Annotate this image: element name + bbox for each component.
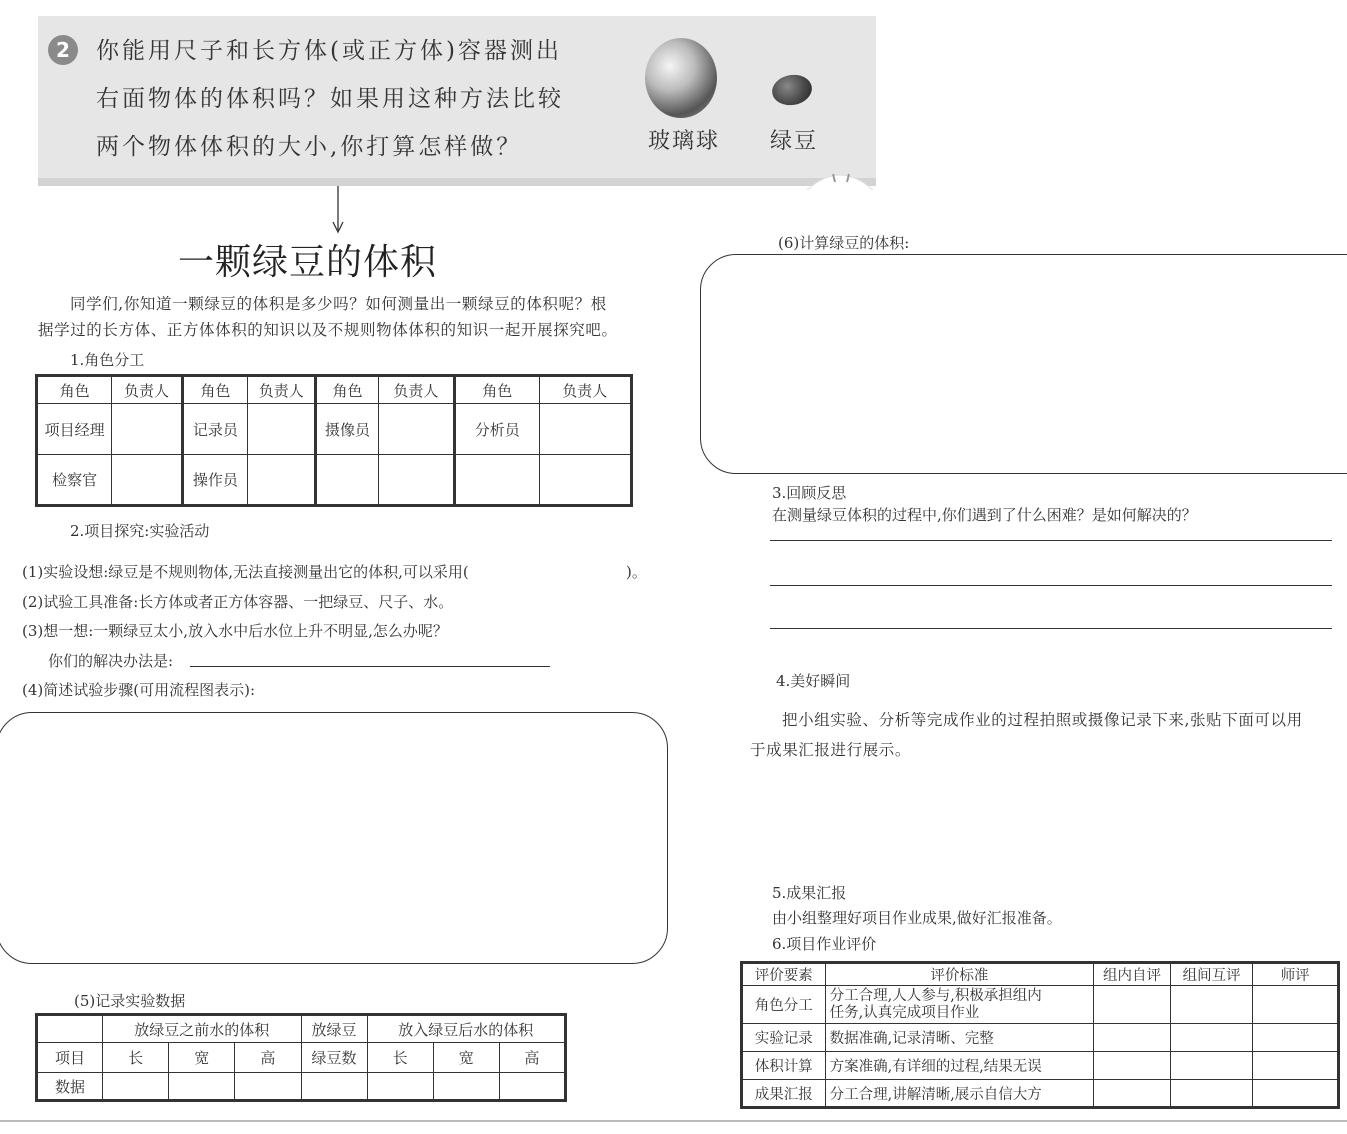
person-cell[interactable] bbox=[112, 404, 182, 455]
table-row bbox=[742, 1024, 1339, 1052]
person-cell[interactable] bbox=[248, 455, 316, 506]
self-eval-cell[interactable] bbox=[1094, 1080, 1171, 1108]
item-4-text: (4)简述试验步骤(可用流程图表示): bbox=[22, 681, 256, 699]
table-row bbox=[37, 455, 632, 506]
criteria-cell: 方案准确,有详细的过程,结果无误 bbox=[825, 1052, 1094, 1080]
role-table bbox=[35, 374, 633, 507]
peer-eval-cell[interactable] bbox=[1170, 986, 1253, 1024]
role-cell bbox=[455, 455, 539, 506]
moment-line-1: 把小组实验、分析等完成作业的过程拍照或摄像记录下来,张贴下面可以用 bbox=[782, 711, 1303, 729]
question-line-1: 你能用尺子和长方体(或正方体)容器测出 bbox=[96, 38, 562, 64]
data-cell[interactable] bbox=[499, 1073, 565, 1101]
role-cell: 分析员 bbox=[455, 404, 539, 455]
bean-label: 绿豆 bbox=[770, 129, 819, 154]
header-cell: 放绿豆 bbox=[301, 1015, 367, 1043]
evaluation-table bbox=[740, 961, 1340, 1109]
calculation-answer-box[interactable] bbox=[700, 254, 1347, 474]
header-cell: 绿豆数 bbox=[301, 1043, 367, 1073]
teacher-eval-cell[interactable] bbox=[1253, 1024, 1339, 1052]
header-cell: 评价标准 bbox=[825, 963, 1094, 986]
role-cell: 项目经理 bbox=[37, 404, 112, 455]
moment-line-2: 于成果汇报进行展示。 bbox=[750, 741, 912, 759]
teacher-eval-cell[interactable] bbox=[1253, 986, 1339, 1024]
header-cell: 高 bbox=[499, 1043, 565, 1073]
person-cell[interactable] bbox=[112, 455, 182, 506]
data-cell[interactable] bbox=[301, 1073, 367, 1101]
section-2-heading: 2.项目探究:实验活动 bbox=[70, 522, 210, 540]
person-cell[interactable] bbox=[378, 404, 454, 455]
header-cell: 负责人 bbox=[378, 376, 454, 404]
question-line-3: 两个物体体积的大小,你打算怎样做？ bbox=[96, 134, 523, 160]
self-eval-cell[interactable] bbox=[1094, 1052, 1171, 1080]
criteria-line: 任务,认真完成项目作业 bbox=[829, 1004, 980, 1021]
moment-heading: 4.美好瞬间 bbox=[776, 672, 851, 690]
header-cell: 负责人 bbox=[248, 376, 316, 404]
teacher-eval-cell[interactable] bbox=[1253, 1080, 1339, 1108]
item-2-text: (2)试验工具准备:长方体或者正方体容器、一把绿豆、尺子、水。 bbox=[22, 593, 454, 611]
criteria-cell: 分工合理,讲解清晰,展示自信大方 bbox=[825, 1080, 1094, 1108]
steps-answer-box[interactable] bbox=[0, 712, 668, 964]
page-title: 一颗绿豆的体积 bbox=[178, 242, 438, 283]
self-eval-cell[interactable] bbox=[1094, 986, 1171, 1024]
data-cell[interactable] bbox=[235, 1073, 301, 1101]
item-1-text: (1)实验设想:绿豆是不规则物体,无法直接测量出它的体积,可以采用( bbox=[22, 563, 469, 581]
header-cell: 宽 bbox=[169, 1043, 235, 1073]
criterion-name-cell: 体积计算 bbox=[742, 1052, 826, 1080]
criterion-name-cell: 成果汇报 bbox=[742, 1080, 826, 1108]
table-header-row bbox=[742, 963, 1339, 986]
item-1-suffix: )。 bbox=[626, 563, 647, 581]
down-arrow-icon bbox=[330, 186, 346, 234]
peer-eval-cell[interactable] bbox=[1170, 1052, 1253, 1080]
table-header-row bbox=[37, 1043, 566, 1073]
role-cell: 记录员 bbox=[182, 404, 247, 455]
answer-line[interactable] bbox=[770, 540, 1332, 541]
cartoon-face-icon bbox=[805, 160, 875, 190]
self-eval-cell[interactable] bbox=[1094, 1024, 1171, 1052]
header-cell: 放入绿豆后水的体积 bbox=[367, 1015, 565, 1043]
item-3-text: (3)想一想:一颗绿豆太小,放入水中后水位上升不明显,怎么办呢？ bbox=[22, 622, 448, 640]
answer-line[interactable] bbox=[770, 585, 1332, 586]
table-header-row bbox=[37, 376, 632, 404]
evaluation-heading: 6.项目作业评价 bbox=[772, 935, 877, 953]
reflection-question: 在测量绿豆体积的过程中,你们遇到了什么困难？是如何解决的？ bbox=[772, 506, 1197, 524]
table-row bbox=[37, 404, 632, 455]
header-cell: 角色 bbox=[182, 376, 247, 404]
intro-line-2: 据学过的长方体、正方体体积的知识以及不规则物体体积的知识一起开展探究吧。 bbox=[38, 321, 618, 339]
header-cell: 放绿豆之前水的体积 bbox=[103, 1015, 301, 1043]
report-text: 由小组整理好项目作业成果,做好汇报准备。 bbox=[772, 909, 1062, 927]
person-cell[interactable] bbox=[539, 404, 632, 455]
answer-line[interactable] bbox=[770, 628, 1332, 629]
empty-cell bbox=[37, 1015, 103, 1043]
header-cell: 长 bbox=[103, 1043, 169, 1073]
glass-marble-icon bbox=[645, 38, 717, 118]
header-cell: 角色 bbox=[316, 376, 378, 404]
header-cell: 宽 bbox=[433, 1043, 499, 1073]
peer-eval-cell[interactable] bbox=[1170, 1024, 1253, 1052]
reflection-heading: 3.回顾反思 bbox=[772, 484, 847, 502]
header-cell: 角色 bbox=[37, 376, 112, 404]
data-cell[interactable] bbox=[433, 1073, 499, 1101]
table-row bbox=[742, 986, 1339, 1024]
section-6-heading: (6)计算绿豆的体积: bbox=[778, 234, 910, 252]
answer-line[interactable] bbox=[190, 666, 550, 667]
bottom-divider bbox=[0, 1120, 1347, 1122]
criteria-cell bbox=[825, 986, 1094, 1024]
person-cell[interactable] bbox=[378, 455, 454, 506]
role-cell bbox=[316, 455, 378, 506]
marble-label: 玻璃球 bbox=[648, 129, 721, 154]
person-cell[interactable] bbox=[539, 455, 632, 506]
header-cell: 角色 bbox=[455, 376, 539, 404]
table-row bbox=[742, 1080, 1339, 1108]
question-line-2: 右面物体的体积吗？如果用这种方法比较 bbox=[96, 86, 564, 112]
section-5-heading: (5)记录实验数据 bbox=[74, 992, 186, 1010]
header-cell: 负责人 bbox=[539, 376, 632, 404]
header-cell: 负责人 bbox=[112, 376, 182, 404]
criterion-name-cell: 角色分工 bbox=[742, 986, 826, 1024]
criterion-name-cell: 实验记录 bbox=[742, 1024, 826, 1052]
data-cell[interactable] bbox=[103, 1073, 169, 1101]
header-cell: 组间互评 bbox=[1170, 963, 1253, 986]
table-header-row bbox=[37, 1015, 566, 1043]
table-row bbox=[37, 1073, 566, 1101]
header-cell: 组内自评 bbox=[1094, 963, 1171, 986]
role-cell: 检察官 bbox=[37, 455, 112, 506]
criteria-line: 分工合理,人人参与,积极承担组内 bbox=[829, 987, 1042, 1004]
report-heading: 5.成果汇报 bbox=[772, 884, 847, 902]
role-cell: 操作员 bbox=[182, 455, 247, 506]
header-cell: 高 bbox=[235, 1043, 301, 1073]
header-cell: 师评 bbox=[1253, 963, 1339, 986]
data-cell[interactable] bbox=[367, 1073, 433, 1101]
header-cell: 评价要素 bbox=[742, 963, 826, 986]
data-cell[interactable] bbox=[169, 1073, 235, 1101]
criteria-cell: 数据准确,记录清晰、完整 bbox=[825, 1024, 1094, 1052]
item-3-answer-label: 你们的解决办法是: bbox=[48, 652, 174, 670]
row-label-cell: 数据 bbox=[37, 1073, 103, 1101]
peer-eval-cell[interactable] bbox=[1170, 1080, 1253, 1108]
intro-line-1: 同学们,你知道一颗绿豆的体积是多少吗？如何测量出一颗绿豆的体积呢？根 bbox=[70, 295, 607, 313]
person-cell[interactable] bbox=[248, 404, 316, 455]
table-row bbox=[742, 1052, 1339, 1080]
role-cell: 摄像员 bbox=[316, 404, 378, 455]
data-table bbox=[35, 1013, 567, 1102]
header-cell: 长 bbox=[367, 1043, 433, 1073]
question-number-badge: 2 bbox=[48, 35, 78, 65]
teacher-eval-cell[interactable] bbox=[1253, 1052, 1339, 1080]
section-1-heading: 1.角色分工 bbox=[70, 351, 145, 369]
header-cell: 项目 bbox=[37, 1043, 103, 1073]
